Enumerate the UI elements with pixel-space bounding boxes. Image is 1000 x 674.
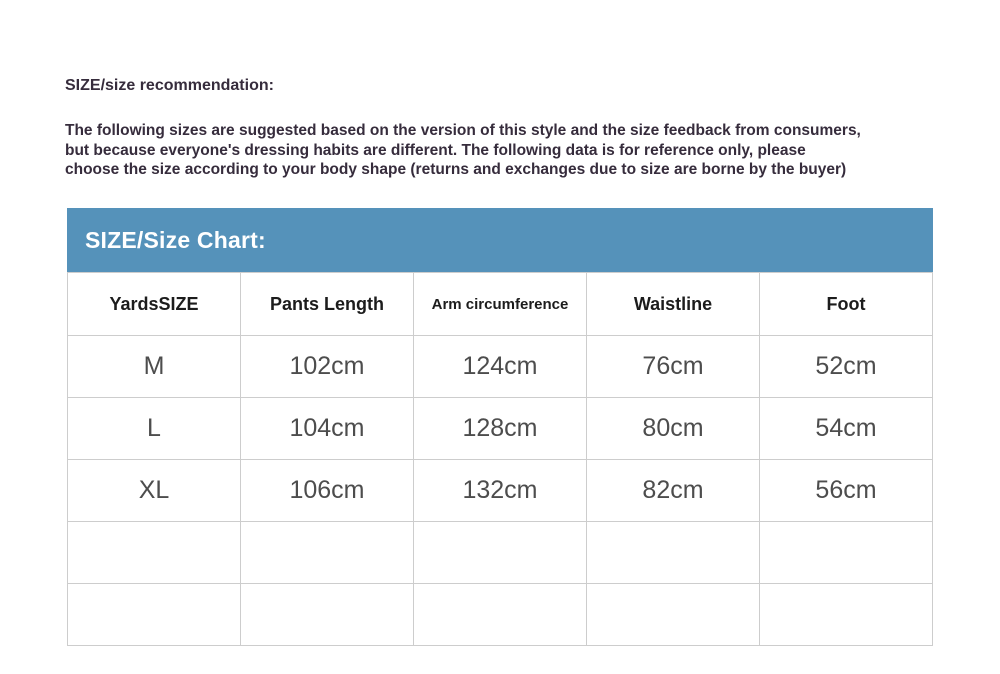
size-cell (760, 584, 933, 646)
size-chart-section (67, 208, 933, 646)
paragraph-line: choose the size according to your body shape (returns and exchanges due to size are borne by the buyer) (65, 161, 847, 178)
size-cell: 52cm (760, 336, 933, 398)
size-cell: M (68, 336, 241, 398)
size-cell: 54cm (760, 398, 933, 460)
column-header-yards-size: YardsSIZE (68, 273, 241, 336)
size-cell: 132cm (414, 460, 587, 522)
size-cell (587, 584, 760, 646)
size-cell: 104cm (241, 398, 414, 460)
table-row-xl (68, 460, 933, 522)
size-cell: 102cm (241, 336, 414, 398)
size-recommendation-heading: SIZE/size recommendation: (65, 77, 274, 94)
size-cell: L (68, 398, 241, 460)
size-cell (414, 584, 587, 646)
size-chart-title: SIZE/Size Chart: (85, 226, 266, 253)
paragraph-line: but because everyone's dressing habits are different. The following data is for reference only, please (65, 141, 806, 159)
table-row-m (68, 336, 933, 398)
size-cell: 76cm (587, 336, 760, 398)
column-header-waistline: Waistline (587, 273, 760, 336)
size-cell (68, 584, 241, 646)
size-cell (760, 522, 933, 584)
size-chart-header-bar (67, 208, 933, 272)
column-header-arm-circumference: Arm circumference (414, 273, 587, 336)
size-cell (241, 584, 414, 646)
size-cell: 124cm (414, 336, 587, 398)
size-cell: 56cm (760, 460, 933, 522)
size-cell (241, 522, 414, 584)
table-row-l (68, 398, 933, 460)
size-cell: 128cm (414, 398, 587, 460)
size-cell (68, 522, 241, 584)
size-cell: 82cm (587, 460, 760, 522)
size-table (67, 272, 933, 646)
table-row-empty (68, 522, 933, 584)
column-header-pants-length: Pants Length (241, 273, 414, 336)
size-cell: 80cm (587, 398, 760, 460)
size-cell (587, 522, 760, 584)
table-row-empty (68, 584, 933, 646)
paragraph-line: The following sizes are suggested based on the version of this style and the size feedback from consumers, (65, 122, 861, 139)
size-recommendation-paragraph (65, 121, 861, 180)
size-cell (414, 522, 587, 584)
table-header-row (68, 273, 933, 336)
column-header-foot: Foot (760, 273, 933, 336)
size-cell: 106cm (241, 460, 414, 522)
size-cell: XL (68, 460, 241, 522)
